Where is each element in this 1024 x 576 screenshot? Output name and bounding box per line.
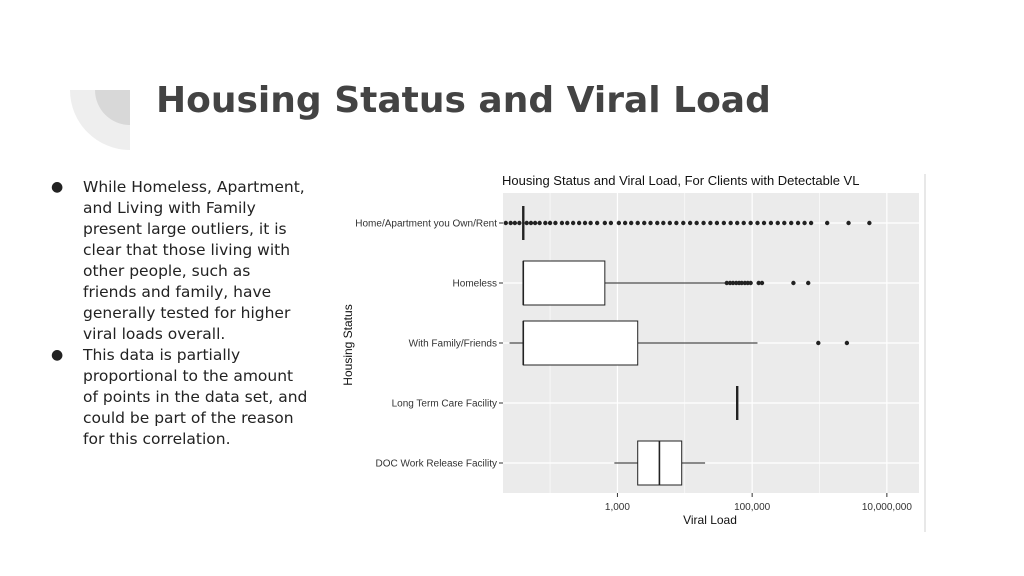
outlier-point	[668, 221, 672, 225]
outlier-point	[845, 341, 849, 345]
bullet-dot: ●	[51, 179, 64, 195]
outlier-point	[548, 221, 552, 225]
outlier-point	[825, 221, 829, 225]
outlier-point	[533, 221, 537, 225]
outlier-point	[789, 221, 793, 225]
chart-image	[332, 160, 932, 544]
y-tick-label: DOC Work Release Facility	[375, 458, 497, 470]
x-axis-label: Viral Load	[683, 513, 737, 527]
outlier-point	[806, 281, 810, 285]
outlier-point	[782, 221, 786, 225]
y-tick-label: Home/Apartment you Own/Rent	[355, 218, 497, 230]
outlier-point	[595, 221, 599, 225]
outlier-point	[571, 221, 575, 225]
outlier-point	[867, 221, 871, 225]
outlier-point	[603, 221, 607, 225]
outlier-point	[517, 221, 521, 225]
outlier-point	[748, 221, 752, 225]
y-axis-label: Housing Status	[341, 304, 355, 386]
chart-title: Housing Status and Viral Load, For Clients with Detectable VL	[502, 173, 860, 188]
outlier-point	[577, 221, 581, 225]
outlier-point	[681, 221, 685, 225]
outlier-point	[802, 221, 806, 225]
outlier-point	[694, 221, 698, 225]
boxplot-chart	[332, 160, 932, 540]
outlier-point	[760, 281, 764, 285]
outlier-point	[742, 221, 746, 225]
outlier-point	[661, 221, 665, 225]
outlier-point	[609, 221, 613, 225]
outlier-point	[642, 221, 646, 225]
x-tick-label: 10,000,000	[861, 502, 912, 513]
bullet-item	[48, 177, 308, 345]
x-tick-label: 1,000	[604, 502, 630, 513]
outlier-point	[776, 221, 780, 225]
y-tick-label: Homeless	[452, 278, 497, 290]
outlier-point	[816, 341, 820, 345]
bullet-text: While Homeless, Apartment, and Living with Family present large outliers, it is clear that those living with other people, such as friends and family, have generally tested for higher viral loads overall.	[83, 178, 305, 343]
outlier-point	[728, 221, 732, 225]
outlier-point	[755, 221, 759, 225]
outlier-point	[537, 221, 541, 225]
outlier-point	[588, 221, 592, 225]
outlier-point	[565, 221, 569, 225]
outlier-point	[796, 221, 800, 225]
outlier-point	[543, 221, 547, 225]
outlier-point	[513, 221, 517, 225]
outlier-point	[636, 221, 640, 225]
bullet-text: This data is partially proportional to the amount of points in the data set, and could be part of the reason for this correlation.	[83, 346, 308, 448]
decorative-circle-ornament	[0, 0, 130, 150]
outlier-point	[655, 221, 659, 225]
outlier-point	[529, 221, 533, 225]
outlier-point	[553, 221, 557, 225]
y-tick-label: With Family/Friends	[408, 338, 497, 350]
outlier-point	[674, 221, 678, 225]
outlier-point	[583, 221, 587, 225]
outlier-point	[708, 221, 712, 225]
slide-title: Housing Status and Viral Load	[156, 80, 771, 121]
decorative-mask	[0, 0, 130, 90]
outlier-point	[648, 221, 652, 225]
bullet-dot: ●	[51, 347, 64, 363]
outlier-point	[762, 221, 766, 225]
outlier-point	[508, 221, 512, 225]
outlier-point	[715, 221, 719, 225]
outlier-point	[629, 221, 633, 225]
bullet-list	[48, 177, 308, 450]
outlier-point	[623, 221, 627, 225]
outlier-point	[769, 221, 773, 225]
outlier-point	[525, 221, 529, 225]
outlier-point	[701, 221, 705, 225]
outlier-point	[617, 221, 621, 225]
x-tick-label: 100,000	[734, 502, 771, 513]
box-iqr	[523, 261, 605, 305]
outlier-point	[722, 221, 726, 225]
outlier-point	[735, 221, 739, 225]
outlier-point	[809, 221, 813, 225]
outlier-point	[504, 221, 508, 225]
y-tick-label: Long Term Care Facility	[391, 398, 497, 410]
outlier-point	[846, 221, 850, 225]
outlier-point	[688, 221, 692, 225]
outlier-point	[791, 281, 795, 285]
box-iqr	[523, 321, 637, 365]
outlier-point	[748, 281, 752, 285]
bullet-item	[48, 345, 308, 450]
outlier-point	[560, 221, 564, 225]
